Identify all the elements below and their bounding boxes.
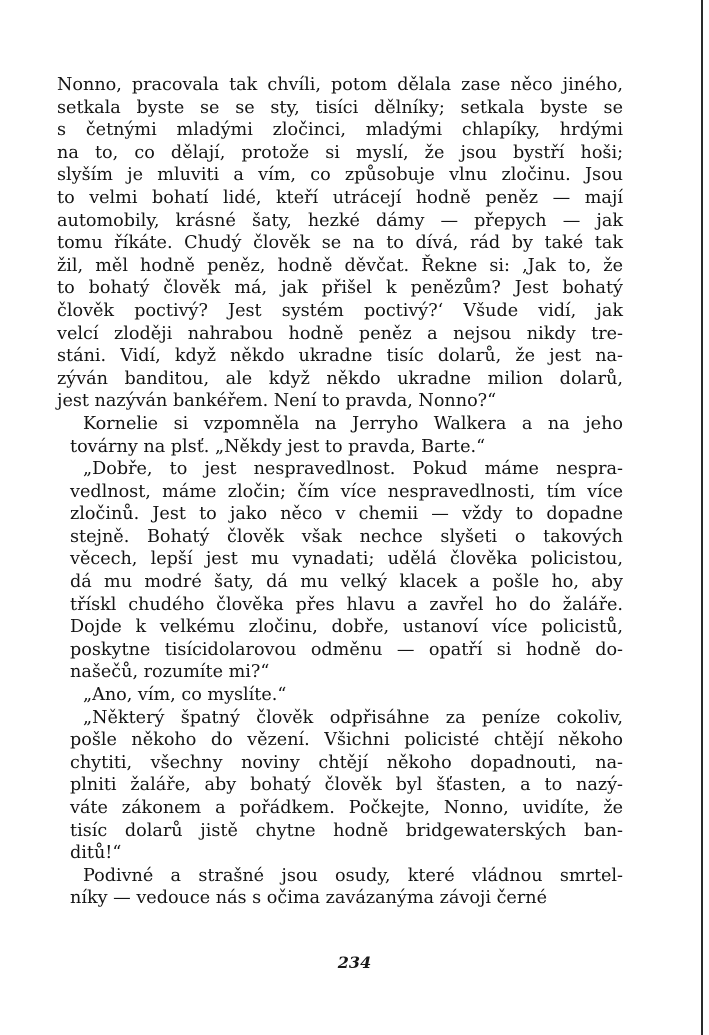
text-line: na to, co dělají, protože si myslí, že jsou bystří hoši;	[57, 142, 623, 163]
text-line: Nonno, pracovala tak chvíli, potom dělala zase něco jiného,	[57, 75, 623, 95]
page-body	[57, 74, 623, 910]
text-line: jest nazýván bankéřem. Není to pravda, Nonno?“	[57, 391, 497, 412]
page-edge-rule	[701, 0, 703, 1035]
text-line: Dojde k velkému zločinu, dobře, ustanoví více policistů,	[70, 617, 623, 638]
text-line: s četnými mladými zločinci, mladými chlapíky, hrdými	[57, 120, 623, 141]
text-line: „Některý špatný člověk odpřisáhne za peníze cokoliv,	[83, 707, 623, 728]
text-line: „Ano, vím, co myslíte.“	[83, 685, 287, 706]
text-line: člověk poctivý? Jest systém poctivý?‘ Všude vidí, jak	[57, 300, 623, 321]
text-line: vedlnost, máme zločin; čím více nespravedlnosti, tím více	[70, 481, 623, 502]
text-line: tisíc dolarů jistě chytne hodně bridgewaterských ban-	[70, 820, 623, 841]
paragraph	[57, 413, 623, 458]
text-line: tomu říkáte. Chudý člověk se na to dívá, rád by také tak	[57, 233, 623, 254]
page-number: 234	[337, 953, 372, 972]
text-line: věcech, lepší jest mu vynadati; udělá člověka policistou,	[70, 549, 623, 570]
text-line: Podivné a strašné jsou osudy, které vládnou smrtel-	[83, 865, 623, 886]
text-line: níky — vedouce nás s očima zavázanýma závoji černé	[70, 888, 547, 909]
text-line: továrny na plsť. „Někdy jest to pravda, Barte.“	[70, 436, 486, 457]
text-line: váte zákonem a pořádkem. Počkejte, Nonno, uvidíte, že	[70, 798, 623, 818]
paragraph	[57, 684, 623, 707]
text-line: našečů, rozumíte mi?“	[70, 662, 270, 683]
text-line: velcí zloději nahrabou hodně peněz a nejsou nikdy tre-	[57, 323, 623, 344]
text-line: plniti žaláře, aby bohatý člověk byl šťasten, a to nazý-	[70, 775, 623, 796]
text-line: Kornelie si vzpomněla na Jerryho Walkera a na jeho	[83, 413, 623, 434]
paragraph	[57, 865, 623, 910]
text-line: slyším je mluviti a vím, co způsobuje vlnu zločinu. Jsou	[57, 165, 623, 186]
text-line: to bohatý člověk má, jak přišel k penězům? Jest bohatý	[57, 278, 623, 299]
text-line: stáni. Vidí, když někdo ukradne tisíc dolarů, že jest na-	[57, 346, 623, 367]
text-line: třískl chudého člověka přes hlavu a zavřel ho do žaláře.	[70, 594, 623, 615]
text-line: automobily, krásné šaty, hezké dámy — přepych — jak	[57, 210, 623, 231]
text-line: dá mu modré šaty, dá mu velký klacek a pošle ho, aby	[70, 572, 623, 593]
text-line: zločinů. Jest to jako něco v chemii — vždy to dopadne	[70, 504, 623, 525]
paragraph	[57, 707, 623, 865]
text-line: to velmi bohatí lidé, kteří utrácejí hodně peněz — mají	[57, 187, 623, 208]
text-line: poskytne tisícidolarovou odměnu — opatří si hodně do-	[70, 639, 623, 660]
paragraph	[57, 458, 623, 684]
text-line: „Dobře, to jest nespravedlnost. Pokud máme nesprа-	[83, 459, 623, 480]
text-line: žil, měl hodně peněz, hodně děvčat. Řekne si: ‚Jak to, že	[57, 255, 623, 276]
text-line: stejně. Bohatý člověk však nechce slyšeti o takových	[70, 526, 623, 547]
text-line: ditů!“	[70, 843, 122, 864]
text-line: zýván banditou, ale když někdo ukradne milion dolarů,	[57, 368, 623, 389]
text-line: setkala byste se se sty, tisíci dělníky; setkala byste se	[57, 97, 623, 118]
paragraph	[57, 74, 623, 413]
text-line: chytiti, všechny noviny chtějí někoho dopadnouti, na-	[70, 752, 623, 773]
text-line: pošle někoho do vězení. Všichni policisté chtějí někoho	[70, 730, 623, 751]
